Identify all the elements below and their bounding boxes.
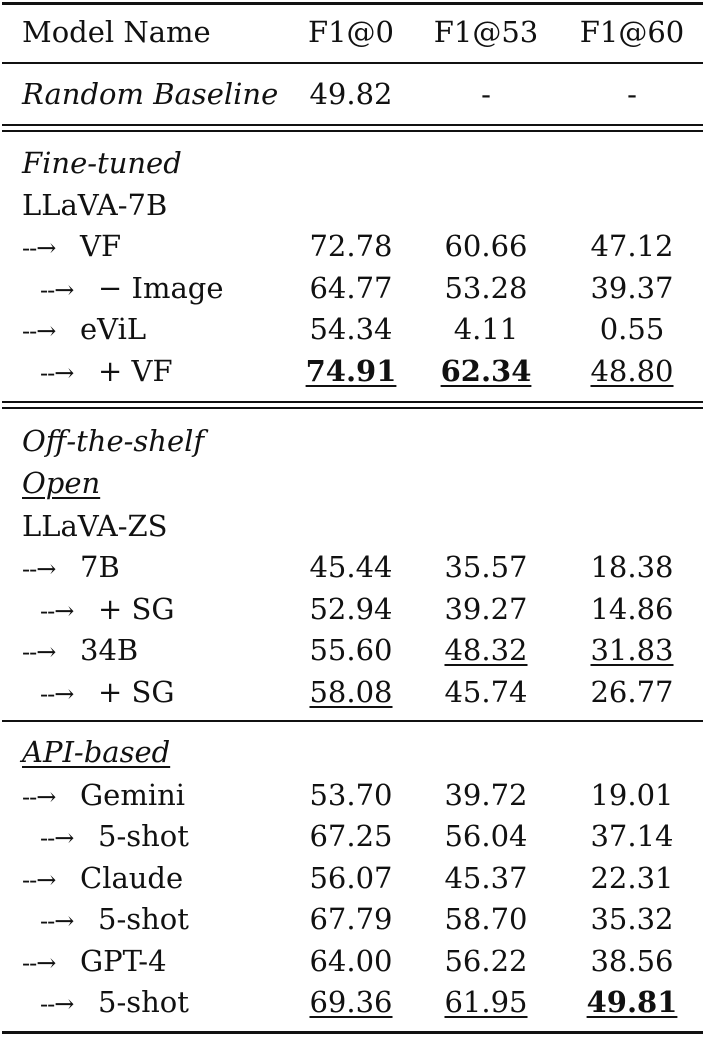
section-label-offshelf [2, 421, 703, 461]
f1-53-value: 62.34 [440, 354, 532, 388]
baseline-f1-0: 49.82 [309, 77, 393, 111]
table-row [2, 775, 703, 815]
arrow-icon: --→ [22, 638, 56, 666]
model-label: VF [80, 229, 122, 263]
model-label: Gemini [80, 778, 186, 812]
f1-0-value: 58.08 [309, 675, 393, 709]
double-rule-2a [2, 401, 703, 403]
f1-0-value: 45.44 [309, 550, 393, 584]
f1-53-value: 48.32 [444, 633, 528, 667]
f1-0-value: 56.07 [309, 861, 393, 895]
f1-60-value: 14.86 [590, 592, 674, 626]
table-row [2, 858, 703, 898]
arrow-icon: --→ [22, 234, 56, 262]
f1-0-value: 54.34 [309, 312, 393, 346]
header-rule [2, 62, 703, 64]
model-label: eViL [80, 312, 147, 346]
f1-53-value: 56.22 [444, 944, 528, 978]
f1-60-value: 22.31 [590, 861, 674, 895]
llava-zs-label: LLaVA-ZS [22, 509, 168, 543]
section-rule [2, 720, 703, 722]
row-label [22, 816, 189, 858]
f1-0-value: 52.94 [309, 592, 393, 626]
arrow-icon: --→ [22, 783, 56, 811]
table-row [2, 351, 703, 391]
table-row [2, 672, 703, 712]
table-row [2, 899, 703, 939]
arrow-icon: --→ [22, 317, 56, 345]
model-label: − Image [98, 271, 224, 305]
arrow-icon: --→ [40, 680, 74, 708]
f1-53-value: 39.27 [444, 592, 528, 626]
header-f1-53: F1@53 [433, 15, 539, 49]
f1-0-value: 64.00 [309, 944, 393, 978]
section-label-finetuned [2, 143, 703, 183]
f1-0-value: 64.77 [309, 271, 393, 305]
f1-53-value: 58.70 [444, 902, 528, 936]
baseline-f1-60: - [627, 77, 637, 111]
arrow-icon: --→ [40, 597, 74, 625]
row-label [22, 630, 138, 672]
model-label: 7B [80, 550, 120, 584]
bottom-rule [2, 1031, 703, 1034]
f1-0-value: 67.79 [309, 902, 393, 936]
f1-60-value: 31.83 [590, 633, 674, 667]
f1-60-value: 37.14 [590, 819, 674, 853]
double-rule-1a [2, 124, 703, 126]
row-label [22, 672, 175, 714]
row-label [22, 268, 224, 310]
arrow-icon: --→ [40, 359, 74, 387]
f1-0-value: 74.91 [305, 354, 397, 388]
header-model-name: Model Name [22, 15, 211, 49]
baseline-label: Random Baseline [22, 77, 279, 111]
f1-60-value: 35.32 [590, 902, 674, 936]
row-label [22, 941, 167, 983]
f1-0-value: 55.60 [309, 633, 393, 667]
f1-60-value: 49.81 [586, 985, 678, 1019]
header-row [2, 12, 703, 52]
model-label: 34B [80, 633, 139, 667]
offshelf-label: Off-the-shelf [22, 424, 205, 458]
sub-label-open [2, 463, 703, 503]
table-row [2, 630, 703, 670]
row-label [22, 226, 121, 268]
finetuned-label: Fine-tuned [22, 146, 182, 180]
f1-60-value: 18.38 [590, 550, 674, 584]
api-based-label: API-based [22, 735, 171, 769]
f1-53-value: 35.57 [444, 550, 528, 584]
model-label: GPT-4 [80, 944, 167, 978]
f1-60-value: 48.80 [590, 354, 674, 388]
section-label-api [2, 732, 703, 772]
table-row [2, 816, 703, 856]
model-label: 5-shot [98, 819, 189, 853]
table-row [2, 547, 703, 587]
row-label [22, 982, 189, 1024]
model-label: + SG [98, 592, 175, 626]
model-label: + VF [98, 354, 173, 388]
llava-7b-label: LLaVA-7B [22, 188, 168, 222]
arrow-icon: --→ [40, 276, 74, 304]
row-label [22, 589, 175, 631]
f1-0-value: 69.36 [309, 985, 393, 1019]
row-label [22, 351, 173, 393]
open-label: Open [22, 466, 101, 500]
arrow-icon: --→ [22, 949, 56, 977]
row-label [22, 899, 189, 941]
arrow-icon: --→ [22, 555, 56, 583]
arrow-icon: --→ [40, 907, 74, 935]
header-f1-0: F1@0 [307, 15, 395, 49]
f1-0-value: 72.78 [309, 229, 393, 263]
row-label [22, 858, 183, 900]
table-row [2, 941, 703, 981]
f1-0-value: 53.70 [309, 778, 393, 812]
f1-53-value: 60.66 [444, 229, 528, 263]
table-row [2, 982, 703, 1022]
group-label-llava-zs [2, 506, 703, 546]
f1-53-value: 45.37 [444, 861, 528, 895]
model-label: Claude [80, 861, 184, 895]
double-rule-2b [2, 407, 703, 409]
f1-60-value: 19.01 [590, 778, 674, 812]
table-row [2, 226, 703, 266]
row-label [22, 309, 146, 351]
table-row [2, 268, 703, 308]
table-row [2, 589, 703, 629]
header-f1-60: F1@60 [579, 15, 685, 49]
f1-60-value: 47.12 [590, 229, 674, 263]
model-label: 5-shot [98, 985, 189, 1019]
f1-53-value: 45.74 [444, 675, 528, 709]
arrow-icon: --→ [40, 824, 74, 852]
f1-53-value: 56.04 [444, 819, 528, 853]
f1-60-value: 39.37 [590, 271, 674, 305]
f1-60-value: 38.56 [590, 944, 674, 978]
f1-53-value: 4.11 [453, 312, 519, 346]
top-rule [2, 2, 703, 5]
f1-0-value: 67.25 [309, 819, 393, 853]
row-label [22, 547, 120, 589]
f1-53-value: 53.28 [444, 271, 528, 305]
f1-60-value: 0.55 [599, 312, 665, 346]
baseline-f1-53: - [481, 77, 491, 111]
f1-60-value: 26.77 [590, 675, 674, 709]
arrow-icon: --→ [40, 990, 74, 1018]
arrow-icon: --→ [22, 866, 56, 894]
group-label-llava-7b [2, 185, 703, 225]
model-label: 5-shot [98, 902, 189, 936]
double-rule-1b [2, 130, 703, 132]
baseline-row [2, 74, 703, 114]
table-row [2, 309, 703, 349]
row-label [22, 775, 185, 817]
f1-53-value: 39.72 [444, 778, 528, 812]
f1-53-value: 61.95 [444, 985, 528, 1019]
model-label: + SG [98, 675, 175, 709]
